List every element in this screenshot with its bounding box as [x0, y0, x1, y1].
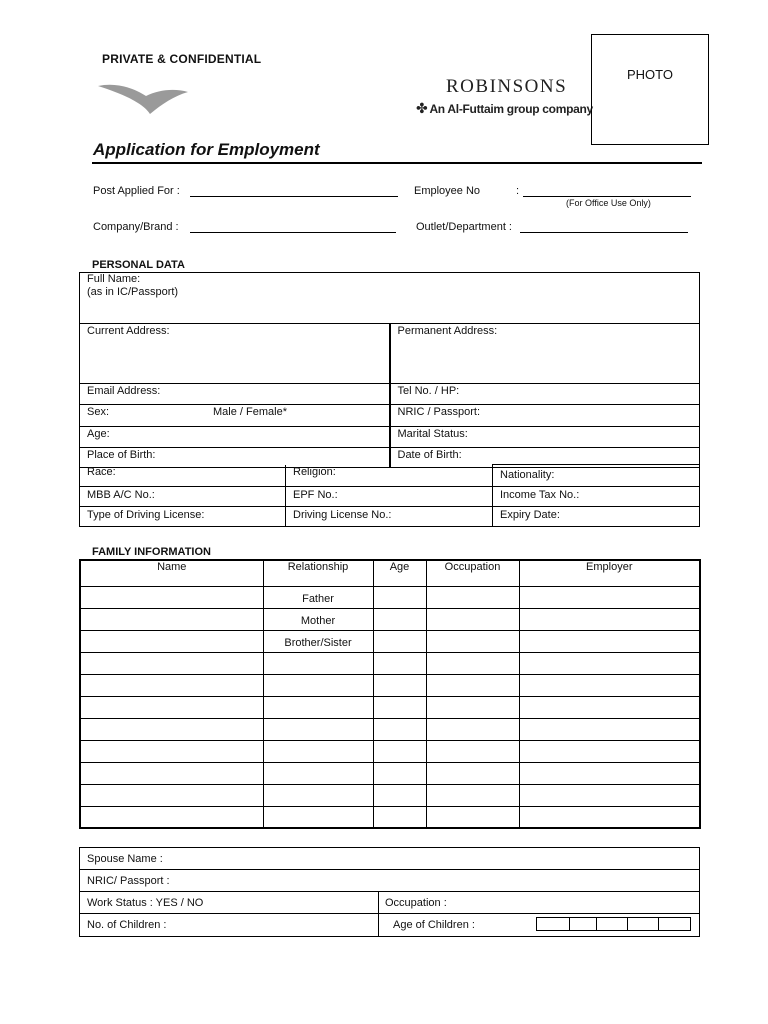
- nric-field[interactable]: [390, 405, 700, 427]
- religion-label: Religion:: [293, 465, 336, 478]
- age-of-children-boxes: [536, 917, 691, 931]
- relationship-cell[interactable]: [263, 718, 373, 740]
- marital-field[interactable]: [390, 427, 700, 448]
- name-cell[interactable]: [80, 806, 263, 828]
- age-cell[interactable]: [373, 652, 426, 674]
- age-label: Age:: [87, 428, 110, 440]
- relationship-cell[interactable]: [263, 674, 373, 696]
- relationship-cell: Father: [263, 586, 373, 608]
- table-row: [80, 630, 700, 652]
- name-cell[interactable]: [80, 652, 263, 674]
- family-table: [79, 559, 701, 829]
- table-row: [80, 674, 700, 696]
- relationship-cell[interactable]: [263, 762, 373, 784]
- employee-no-colon: :: [516, 185, 520, 197]
- driving-type-label: Type of Driving License:: [87, 509, 205, 521]
- occupation-cell[interactable]: [426, 652, 519, 674]
- employer-cell[interactable]: [519, 586, 700, 608]
- employer-cell[interactable]: [519, 806, 700, 828]
- photo-box[interactable]: [591, 34, 709, 145]
- name-cell[interactable]: [80, 740, 263, 762]
- relationship-cell[interactable]: [263, 806, 373, 828]
- name-cell[interactable]: [80, 608, 263, 630]
- outlet-department-label: Outlet/Department :: [416, 221, 512, 233]
- date-of-birth-label: Date of Birth:: [397, 449, 462, 461]
- spouse-name-row: [80, 848, 700, 870]
- employee-no-label: Employee No: [414, 185, 481, 197]
- table-row: [80, 806, 700, 828]
- relationship-cell[interactable]: [263, 652, 373, 674]
- age-cell[interactable]: [373, 806, 426, 828]
- age-cell[interactable]: [373, 608, 426, 630]
- table-row: [80, 784, 700, 806]
- name-cell[interactable]: [80, 696, 263, 718]
- race-field[interactable]: [80, 465, 286, 487]
- name-cell[interactable]: [80, 630, 263, 652]
- employer-cell[interactable]: [519, 740, 700, 762]
- col-employer-header: Employer: [519, 560, 700, 586]
- table-row: [80, 740, 700, 762]
- address-row: [80, 324, 700, 384]
- brand-subtitle: An Al-Futtaim group company: [429, 102, 593, 116]
- age-cell[interactable]: [373, 784, 426, 806]
- full-name-label: Full Name:: [87, 273, 141, 285]
- table-row: [80, 652, 700, 674]
- spouse-nric-field[interactable]: [80, 870, 700, 892]
- sex-options[interactable]: Male / Female*: [213, 406, 287, 418]
- table-row: [80, 608, 700, 630]
- age-field[interactable]: [80, 427, 390, 448]
- mbb-field[interactable]: [80, 487, 286, 507]
- child-age-box[interactable]: [597, 917, 628, 931]
- company-brand-label: Company/Brand :: [93, 221, 179, 233]
- work-status-row: [80, 892, 700, 914]
- spouse-name-label: Spouse Name :: [87, 852, 163, 865]
- employer-cell[interactable]: [519, 696, 700, 718]
- form-title: Application for Employment: [93, 140, 320, 159]
- family-header-row: [80, 560, 700, 586]
- occupation-cell[interactable]: [426, 762, 519, 784]
- personal-data-heading: PERSONAL DATA: [92, 259, 185, 271]
- employee-no-field[interactable]: [523, 185, 691, 197]
- office-use-note: (For Office Use Only): [566, 198, 651, 208]
- expiry-label: Expiry Date:: [500, 509, 560, 521]
- permanent-address-label: Permanent Address:: [397, 325, 498, 337]
- race-row: [80, 465, 700, 487]
- work-status-label: Work Status : YES / NO: [87, 896, 204, 909]
- age-cell[interactable]: [373, 630, 426, 652]
- occupation-cell[interactable]: [426, 696, 519, 718]
- name-cell[interactable]: [80, 784, 263, 806]
- spouse-occupation-label: Occupation :: [385, 896, 447, 909]
- current-address-field[interactable]: [80, 324, 390, 384]
- age-cell[interactable]: [373, 586, 426, 608]
- contact-row: [80, 384, 700, 405]
- table-row: [80, 586, 700, 608]
- sex-field[interactable]: [80, 405, 390, 427]
- income-tax-field[interactable]: [493, 487, 700, 507]
- col-relationship-header: Relationship: [263, 560, 373, 586]
- tel-label: Tel No. / HP:: [397, 385, 460, 397]
- table-row: [80, 762, 700, 784]
- age-children-label: Age of Children :: [393, 919, 475, 931]
- expiry-field[interactable]: [493, 507, 700, 527]
- spouse-name-field[interactable]: [80, 848, 700, 870]
- employer-cell[interactable]: [519, 718, 700, 740]
- age-cell[interactable]: [373, 762, 426, 784]
- spouse-nric-label: NRIC/ Passport :: [87, 874, 170, 887]
- bird-logo-icon: [96, 80, 190, 120]
- account-row: [80, 487, 700, 507]
- nationality-label: Nationality:: [500, 469, 555, 481]
- epf-label: EPF No.:: [293, 489, 338, 501]
- occupation-cell[interactable]: [426, 586, 519, 608]
- age-cell[interactable]: [373, 740, 426, 762]
- permanent-address-field[interactable]: [390, 324, 700, 384]
- work-status-field[interactable]: [80, 892, 379, 914]
- table-row: [80, 718, 700, 740]
- employer-cell[interactable]: [519, 652, 700, 674]
- place-of-birth-label: Place of Birth:: [87, 449, 156, 461]
- employer-cell[interactable]: [519, 630, 700, 652]
- occupation-cell[interactable]: [426, 806, 519, 828]
- outlet-department-field[interactable]: [520, 221, 688, 233]
- occupation-cell[interactable]: [426, 718, 519, 740]
- driving-no-label: Driving License No.:: [293, 509, 392, 521]
- company-brand-field[interactable]: [190, 221, 396, 233]
- sex-row: [80, 405, 700, 427]
- photo-label: PHOTO: [627, 67, 673, 82]
- email-label: Email Address:: [87, 385, 161, 397]
- title-divider: [92, 162, 702, 164]
- relationship-cell: Mother: [263, 608, 373, 630]
- child-age-box[interactable]: [570, 917, 597, 931]
- income-tax-label: Income Tax No.:: [500, 489, 580, 501]
- age-cell[interactable]: [373, 674, 426, 696]
- brand-logo: [400, 76, 593, 122]
- col-age-header: Age: [373, 560, 426, 586]
- employer-cell[interactable]: [519, 784, 700, 806]
- col-occupation-header: Occupation: [426, 560, 519, 586]
- name-cell[interactable]: [80, 762, 263, 784]
- age-cell[interactable]: [373, 696, 426, 718]
- name-cell[interactable]: [80, 718, 263, 740]
- occupation-cell[interactable]: [426, 608, 519, 630]
- employer-cell[interactable]: [519, 674, 700, 696]
- driving-type-field[interactable]: [80, 507, 286, 527]
- occupation-cell[interactable]: [426, 784, 519, 806]
- employer-cell[interactable]: [519, 608, 700, 630]
- employer-cell[interactable]: [519, 762, 700, 784]
- relationship-cell[interactable]: [263, 784, 373, 806]
- nric-label: NRIC / Passport:: [397, 406, 481, 418]
- mbb-label: MBB A/C No.:: [87, 489, 155, 501]
- name-cell[interactable]: [80, 586, 263, 608]
- family-info-heading: FAMILY INFORMATION: [92, 546, 211, 558]
- current-address-label: Current Address:: [87, 325, 170, 337]
- al-futtaim-mark-icon: ✤: [416, 100, 428, 116]
- occupation-cell[interactable]: [426, 630, 519, 652]
- occupation-cell[interactable]: [426, 674, 519, 696]
- email-field[interactable]: [80, 384, 390, 405]
- full-name-note: (as in IC/Passport): [87, 286, 179, 298]
- occupation-cell[interactable]: [426, 740, 519, 762]
- personal-data-table: [79, 272, 700, 468]
- nationality-field[interactable]: [493, 465, 700, 487]
- child-age-box[interactable]: [536, 917, 570, 931]
- name-cell[interactable]: [80, 674, 263, 696]
- children-field[interactable]: [80, 914, 379, 937]
- driving-row: [80, 507, 700, 527]
- children-label: No. of Children :: [87, 919, 167, 931]
- relationship-cell: Brother/Sister: [263, 630, 373, 652]
- marital-label: Marital Status:: [397, 428, 468, 440]
- full-name-row: [80, 273, 700, 324]
- epf-field[interactable]: [286, 487, 493, 507]
- child-age-box[interactable]: [628, 917, 659, 931]
- personal-data-table-lower: [79, 464, 700, 527]
- sex-label: Sex:: [87, 406, 110, 418]
- confidential-label: PRIVATE & CONFIDENTIAL: [102, 52, 262, 66]
- spouse-nric-row: [80, 870, 700, 892]
- col-name-header: Name: [80, 560, 263, 586]
- child-age-box[interactable]: [659, 917, 691, 931]
- age-cell[interactable]: [373, 718, 426, 740]
- post-applied-field[interactable]: [190, 185, 398, 197]
- brand-name: ROBINSONS: [446, 76, 568, 97]
- race-label: Race:: [87, 465, 116, 478]
- tel-field[interactable]: [390, 384, 700, 405]
- religion-field[interactable]: [286, 465, 493, 487]
- relationship-cell[interactable]: [263, 740, 373, 762]
- spouse-occupation-field[interactable]: [379, 892, 700, 914]
- relationship-cell[interactable]: [263, 696, 373, 718]
- full-name-field[interactable]: [80, 273, 700, 324]
- driving-no-field[interactable]: [286, 507, 493, 527]
- age-row: [80, 427, 700, 448]
- post-applied-label: Post Applied For :: [93, 185, 180, 197]
- table-row: [80, 696, 700, 718]
